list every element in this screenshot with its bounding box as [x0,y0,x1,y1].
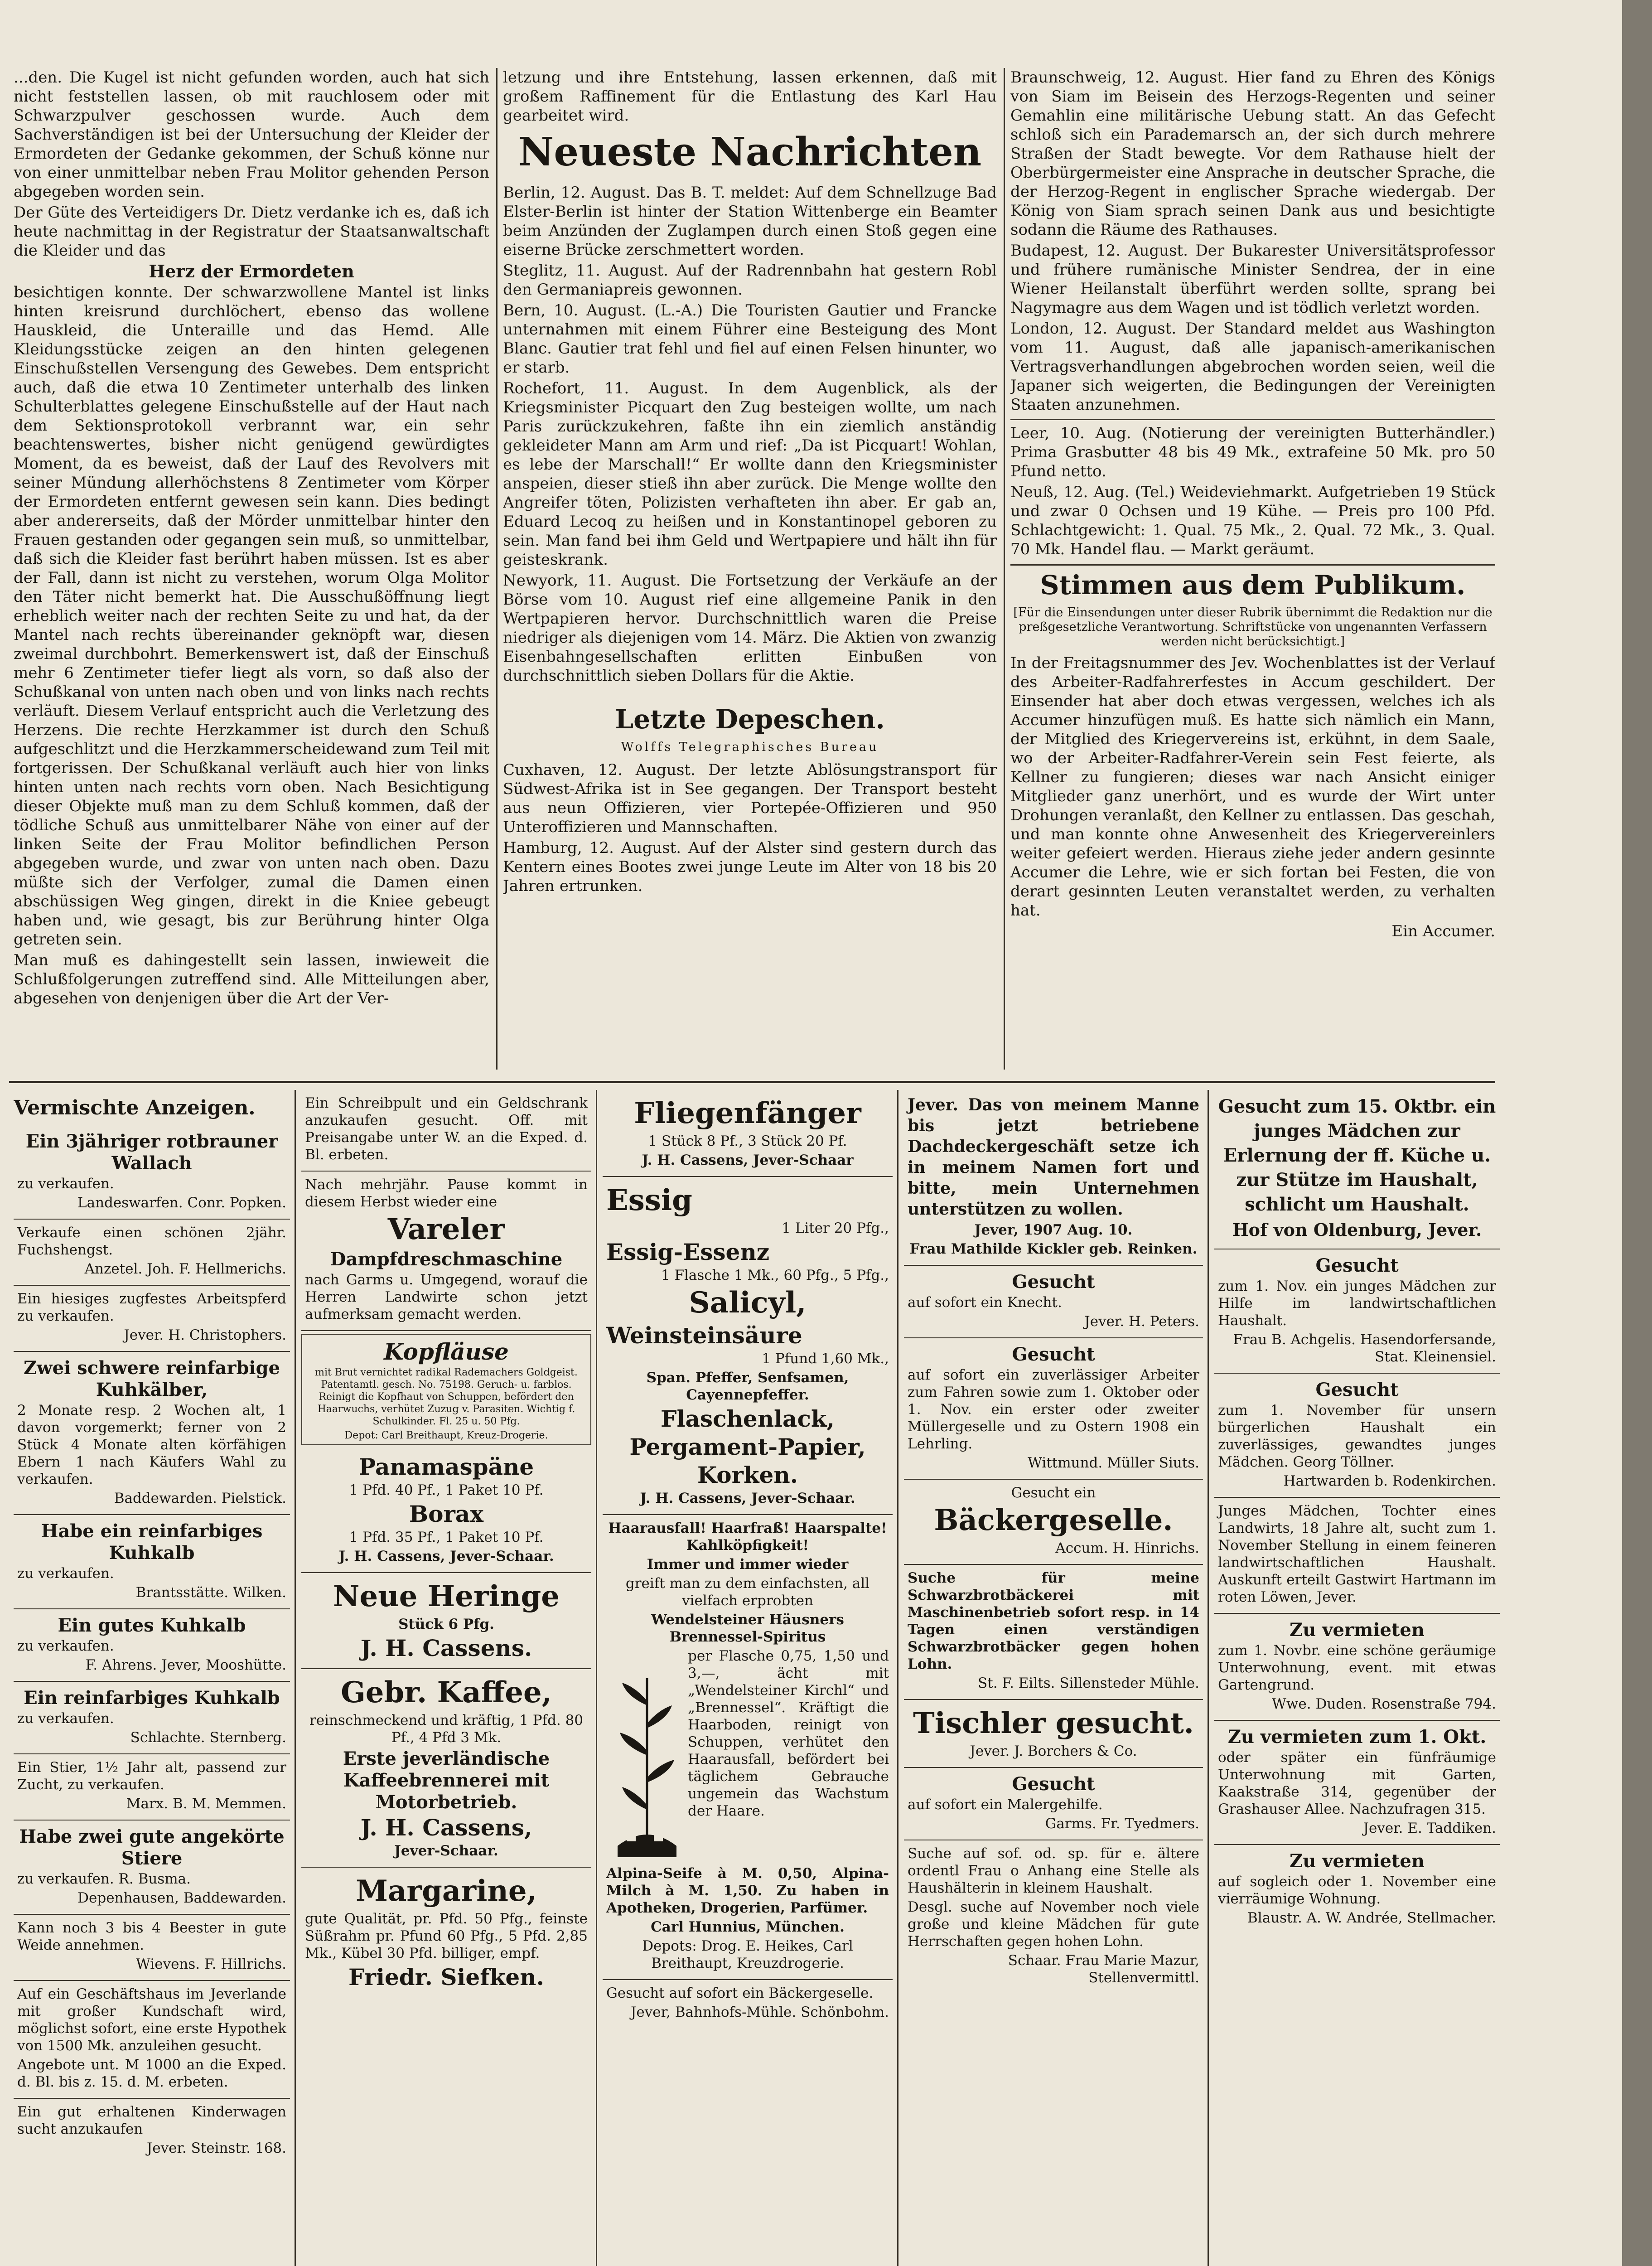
reader-letter: In der Freitagsnummer des Jev. Wochenblattes ist der Verlauf des Arbeiter-Radfahrerfestes in Accum geschildert. Der Einsender hat aber doch etwas vergessen, welches ich als Accumer hinzufügen muß. Es hatte sich nämlich ein Mann, der Mitglied des Kriegervereins ist, erkühnt, in dem Saale, wo der Arbeiter-Radfahrer-Verein sein Fest feierte, als Kellner zu fungieren; dieses war nach Ansicht einiger Mitglieder ganz unerhört, und es wurde der Wirt unter Drohungen veranlaßt, den Kellner zu entlassen. Das geschah, und man konnte ohne Anwesenheit des Kriegervereinlers weiter gefeiert werden. Hieraus ziehe jeder andern gesinnte Accumer die Lehre, wie er sich fortan bei Festen, die von derart gesinnten Leuten veranstaltet werden, zu verhalten hat. [1010,654,1495,920]
article-paragraph: besichtigen konnte. Der schwarzwollene Mantel ist links hinten kreisrund durchlöchert, ebenso das wollene Hauskleid, die Unteraille und das Hemd. Alle Kleidungsstücke zeigen an den hinten gelegenen Einschußstellen Versengung des Gewebes. Dem entspricht auch, daß die etwa 10 Zentimeter unterhalb des linken Schulterblattes gelegene Einschußstelle auf der Haut nach dem Sektionsprotokoll verbrannt war, ein sehr beachtenswertes, bisher nicht genügend gewürdigtes Moment, da es beweist, daß der Lauf des Revolvers mit seiner Mündung allerhöchstens 8 Zentimeter vom Körper der Ermordeten entfernt gewesen sein kann. Dies bedingt aber andererseits, daß der Mörder unmittelbar hinter den Frauen gestanden oder gegangen sein muß, so unmittelbar, daß sich die Kleider fast berührt haben müssen. Ist es aber der Fall, dann ist nicht zu verstehen, worum Olga Molitor den Täter nicht bemerkt hat. Die Ausschußöffnung liegt erheblich weiter nach der rechten Seite zu und hat, da der Mantel nach rechts übereinander geknöpft war, diesen zweimal durchbohrt. Bemerkenswert ist, daß der Einschuß mehr 6 Zentimeter tiefer liegt als vorn, so daß also der Schußkanal von unten nach oben und von links nach rechts verläuft. Diesem Verlauf entspricht auch die Verletzung des Herzens. Die rechte Herzkammer ist durch den Schuß aufgeschlitzt und die Herzkammerscheidewand zum Teil mit fortgerissen. Der Schußkanal verläuft auch hier von links hinten unten nach rechts vorn oben. Nach Besichtigung dieser Objekte muß man zu dem Schluß kommen, daß der tödliche Schuß aus unmittelbarer Nähe von einer auf der linken Seite der Frau Molitor befindlichen Person abgegeben wurde, und zwar von unten nach oben. Dazu müßte sich der Verfolger, zumal die Damen einen abschüssigen Weg gingen, direkt in die Kniee gebeugt haben und, wie gesagt, bis zur Berührung hinter Olga getreten sein. [14,283,489,949]
classified-ad: Ein hiesiges zugfestes Arbeitspferd zu verkaufen. Jever. H. Christophers. [14,1286,290,1352]
ads-column-2 [301,1090,591,2266]
classified-ad-haarausfall: Haarausfall! Haarfraß! Haarspalte! Kahlköpfigkeit! Immer und immer wieder greift man zu dem einfachsten, all vielfach erprobten Wendelsteiner Häusners Brennessel-Spiritus per Flasche 0,75, 1,50 und 3,—, ächt mit „Wendelsteiner Kirchl“ und „Brennessel“. Kräftigt die Haarboden, reinigt von Schuppen, verhütet den Haarausfall, befördert bei täglichem Gebrauche ungemein das Wachstum der Haare. Alpina-Seife à M. 0,50, Alpina-Milch à M. 1,50. Zu haben in Apotheken, Drogerien, Parfümer. Carl Hunnius, München. Depots: Drog. E. Heikes, Carl Breithaupt, Kreuzdrogerie. [603,1515,893,1980]
news-item: Braunschweig, 12. August. Hier fand zu Ehren des Königs von Siam im Beisein des Herzogs-Regenten und seiner Gemahlin eine militärische Uebung statt. An das Gefecht schloß sich ein Parademarsch an, der sich durch mehrere Straßen der Stadt bewegte. Vor dem Rathause hielt der Oberbürgermeister eine Ansprache in deutscher Sprache, die der Herzog-Regent in englischer Sprache wiedergab. Der König von Siam sprach seinen Dank aus und besichtigte sodann die Räume des Rathauses. [1010,68,1495,239]
classified-ad: Gesucht auf sofort ein Malergehilfe. Garms. Fr. Tyedmers. [904,1768,1203,1840]
news-item: Berlin, 12. August. Das B. T. meldet: Auf dem Schnellzuge Bad Elster-Berlin ist hinter der Station Wittenberge ein Beamter beim Anzünden der Zuglampen durch einen Stoß gegen eine eiserne Brücke zerschmettert worden. [503,184,997,259]
news-item: Hamburg, 12. August. Auf der Alster sind gestern durch das Kentern eines Bootes zwei junge Leute im Alter von 18 bis 20 Jahren ertrunken. [503,839,997,895]
classified-ad: Kann noch 3 bis 4 Beester in gute Weide annehmen. Wievens. F. Hillrichs. [14,1915,290,1981]
classified-ad-essig: Essig 1 Liter 20 Pfg., Essig-Essenz 1 Flasche 1 Mk., 60 Pfg., 5 Pfg., Salicyl, Weinsteinsäure 1 Pfund 1,60 Mk., Span. Pfeffer, Senfsamen, Cayennepfeffer. Flaschenlack, Pergament-Papier, Korken. J. H. Cassens, Jever-Schaar. [603,1177,893,1515]
column-rule [295,1090,296,2266]
section-divider [1010,564,1495,566]
column-rule [1208,1090,1209,2266]
page-edge [1622,0,1652,2266]
nettle-plant-illustration [606,1651,688,1861]
classified-ad: Ein 3jähriger rotbrauner Wallach zu verkaufen. Landeswarfen. Conr. Popken. [14,1125,290,1220]
news-item: Newyork, 11. August. Die Fortsetzung der Verkäufe an der Börse vom 10. August rief eine allgemeine Panik in den Wertpapieren hervor. Durchschnittlich waren die Preise niedriger als diejenigen vom 14. März. Die Aktien von zwanzig Eisenbahngesellschaften erlitten Einbußen von durchschnittlich sieben Dollars für die Aktie. [503,571,997,685]
classified-ad: Gesucht auf sofort ein zuverlässiger Arbeiter zum Fahren sowie zum 1. Oktober oder 1. Nov. ein erster oder zweiter Müllergeselle und zu Ostern 1908 ein Lehrling. Wittmund. Müller Siuts. [904,1338,1203,1480]
section-divider [1010,419,1495,420]
section-rule [9,1081,1495,1083]
article-paragraph: ...den. Die Kugel ist nicht gefunden worden, auch hat sich nicht feststellen lassen, ob mit rauchlosem oder mit Schwarzpulver geschossen wurde. Auch dem Sachverständigen ist bei der Untersuchung der Kleider der Ermordeten der Gedanke gekommen, der Schuß könne nur von einer unmittelbar neben Frau Molitor gehenden Person abgegeben worden sein. [14,68,489,201]
news-item: London, 12. August. Der Standard meldet aus Washington vom 11. August, daß alle japanisch-amerikanischen Vertragsverhandlungen abgebrochen worden seien, weil die Japaner sich weigerten, die Bedingungen der Vereinigten Staaten anzunehmen. [1010,320,1495,414]
article-column-1 [14,68,489,1065]
ads-column-4 [904,1090,1203,2266]
classified-ad-kaffee: Gebr. Kaffee, reinschmeckend und kräftig, 1 Pfd. 80 Pf., 4 Pfd 3 Mk. Erste jeverländische Kaffeebrennerei mit Motorbetrieb. J. H. Cassens, Jever-Schaar. [301,1669,591,1868]
classified-ad: Verkaufe einen schönen 2jähr. Fuchshengst. Anzetel. Joh. F. Hellmerichs. [14,1220,290,1286]
section-heading-neueste-nachrichten: Neueste Nachrichten [518,129,982,175]
classified-ad-heringe: Neue Heringe Stück 6 Pfg. J. H. Cassens. [301,1573,591,1669]
classified-ad: Ein Schreibpult und ein Geldschrank anzukaufen gesucht. Off. mit Preisangabe unter W. an die Exped. d. Bl. erbeten. [301,1090,591,1172]
classified-ad: Gesucht auf sofort ein Bäckergeselle. Jever, Bahnhofs-Mühle. Schönbohm. [606,1985,889,2020]
ads-column-5 [1214,1090,1500,2266]
classified-ad-tischler: Tischler gesucht. Jever. J. Borchers & Co. [904,1700,1203,1768]
column-rule [596,1090,597,2266]
news-column-3 [1010,68,1495,1070]
bureau-line: Wolffs Telegraphisches Bureau [621,740,879,754]
ads-heading: Vermischte Anzeigen. [14,1096,256,1119]
classified-ad: Ein gut erhaltenen Kinderwagen sucht anzukaufen Jever. Steinstr. 168. [17,2104,286,2156]
nettle-plant-icon [609,1651,686,1859]
section-heading-stimmen: Stimmen aus dem Publikum. [1040,570,1466,600]
section-heading-letzte-depeschen: Letzte Depeschen. [615,704,885,735]
classified-ad: Gesucht zum 1. November für unsern bürgerlichen Haushalt ein zuverlässiges, gewandtes junges Mädchen. Georg Töllner. Hartwarden b. Rodenkirchen. [1214,1374,1500,1498]
classified-ad: Ein reinfarbiges Kuhkalb zu verkaufen. Schlachte. Sternberg. [14,1682,290,1754]
classified-ad: Ein gutes Kuhkalb zu verkaufen. F. Ahrens. Jever, Mooshütte. [14,1609,290,1682]
market-report: Leer, 10. Aug. (Notierung der vereinigten Butterhändler.) Prima Grasbutter 48 bis 49 Mk., extrafeine 50 Mk. pro 50 Pfund netto. [1010,424,1495,480]
article-subheading: Herz der Ermordeten [149,261,354,281]
column-rule [897,1090,898,2266]
classified-ad: Ein Stier, 1½ Jahr alt, passend zur Zucht, zu verkaufen. Marx. B. M. Memmen. [14,1754,290,1821]
classified-ad: Jever. Das von meinem Manne bis jetzt betriebene Dachdeckergeschäft setze ich in meinem Namen fort und bitte, mein Unternehmen unterstützen zu wollen. Jever, 1907 Aug. 10. Frau Mathilde Kickler geb. Reinken. [904,1090,1203,1266]
classified-ad: Suche auf sof. od. sp. für e. ältere ordentl Frau o Anhang eine Stelle als Haushälterin in kleinem Haushalt. Desgl. suche auf November noch viele große und kleine Mädchen für gute Herrschaften gegen hohen Lohn. Schaar. Frau Marie Mazur, Stellenvermittl. [908,1845,1199,1986]
classified-ad: Zu vermieten auf sogleich oder 1. November eine vierräumige Wohnung. Blaustr. A. W. Andrée, Stellmacher. [1218,1850,1496,1926]
classified-ad: Zu vermieten zum 1. Novbr. eine schöne geräumige Unterwohnung, event. mit etwas Gartengrund. Wwe. Duden. Rosenstraße 794. [1214,1614,1500,1721]
classified-ad-vareler: Nach mehrjähr. Pause kommt in diesem Herbst wieder eine Vareler Dampfdreschmaschine nach Garms u. Umgegend, worauf die Herren Landwirte schon jetzt aufmerksam gemacht werden. [301,1172,591,1331]
market-report: Neuß, 12. Aug. (Tel.) Weideviehmarkt. Aufgetrieben 19 Stück und zwar 0 Ochsen und 19 Kühe. — Preis pro 100 Pfd. Schlachtgewicht: 1. Qual. 75 Mk., 2. Qual. 72 Mk., 3. Qual. 70 Mk. Handel flau. — Markt geräumt. [1010,483,1495,558]
classified-ad-margarine: Margarine, gute Qualität, pr. Pfd. 50 Pfg., feinste Süßrahm pr. Pfund 60 Pfg., 5 Pfd. 2,85 Mk., Kübel 30 Pfd. billiger, empf. Friedr. Siefken. [305,1874,588,1990]
ads-column-1 [14,1090,290,2266]
column-rule [1004,68,1005,1070]
classified-ad: Zu vermieten zum 1. Okt. oder später ein fünfräumige Unterwohnung mit Garten, Kaakstraße 314, gegenüber der Grashauser Allee. Nachzufragen 315. Jever. E. Taddiken. [1214,1721,1500,1845]
news-item: Cuxhaven, 12. August. Der letzte Ablösungstransport für Südwest-Afrika ist in See gegangen. Der Transport besteht aus neun Offizieren, vier Portepée-Offizieren und 950 Unteroffizieren und Mannschaften. [503,761,997,836]
classified-ad-panama: Panamaspäne 1 Pfd. 40 Pf., 1 Paket 10 Pf. Borax 1 Pfd. 35 Pf., 1 Paket 10 Pf. J. H. Cassens, Jever-Schaar. [301,1448,591,1573]
classified-ad: Suche für meine Schwarzbrotbäckerei mit Maschinenbetrieb sofort resp. in 14 Tagen einen verständigen Schwarzbrotbäcker gegen hohen Lohn. St. F. Eilts. Sillensteder Mühle. [904,1565,1203,1700]
news-item: Budapest, 12. August. Der Bukarester Universitätsprofessor und frühere rumänische Minister Sendrea, der in eine Wiener Heilanstalt überführt werden sollte, sprang bei Nagymagre aus dem Wagen und ist tödlich verletzt worden. [1010,242,1495,317]
classified-ad-kopflaeuse: Kopfläuse mit Brut vernichtet radikal Rademachers Goldgeist. Patentamtl. gesch. No. 75198. Geruch- u. farblos. Reinigt die Kopfhaut von Schuppen, befördert den Haarwuchs, verhütet Zuzug v. Parasiten. Wichtig f. Schulkinder. Fl. 25 u. 50 Pfg. Depot: Carl Breithaupt, Kreuz-Drogerie. [301,1334,591,1445]
classified-ad: Habe zwei gute angekörte Stiere zu verkaufen. R. Busma. Depenhausen, Baddewarden. [14,1821,290,1915]
news-column [503,68,997,1070]
editorial-disclaimer: [Für die Einsendungen unter dieser Rubrik übernimmt die Redaktion nur die preßgesetzliche Verantwortung. Schriftstücke von ungenannten Verfassern werden nicht berücksichtigt.] [1013,605,1493,649]
column-rule [496,68,498,1070]
news-item: Bern, 10. August. (L.-A.) Die Touristen Gautier und Francke unternahmen mit einem Führer eine Besteigung des Mont Blanc. Gautier trat fehl und fiel auf einen Felsen hinunter, wo er starb. [503,301,997,377]
ads-column-3 [603,1090,893,2266]
news-item: Steglitz, 11. August. Auf der Radrennbahn hat gestern Robl den Germaniapreis gewonnen. [503,261,997,299]
classified-ad-fliegenfaenger: Fliegenfänger 1 Stück 8 Pf., 3 Stück 20 Pf. J. H. Cassens, Jever-Schaar [603,1090,893,1177]
article-paragraph: Der Güte des Verteidigers Dr. Dietz verdanke ich es, daß ich heute nachmittag in der Registratur der Staatsanwaltschaft die Kleider und das [14,203,489,260]
classified-ad: Gesucht zum 15. Oktbr. ein junges Mädchen zur Erlernung der ff. Küche u. zur Stütze im Haushalt, schlicht um Haushalt. Hof von Oldenburg, Jever. [1214,1090,1500,1249]
classified-ad: Auf ein Geschäftshaus im Jeverlande mit großer Kundschaft wird, möglichst sofort, eine erste Hypothek von 1500 Mk. anzuleihen gesucht. Angebote unt. M 1000 an die Exped. d. Bl. bis z. 15. d. M. erbeten. [14,1981,290,2099]
article-paragraph: Man muß es dahingestellt sein lassen, inwieweit die Schlußfolgerungen zutreffend sind. Alle Mitteilungen aber, abgesehen von denjenigen über die Art der Ver- [14,951,489,1007]
classified-ad-baeckergeselle: Gesucht ein Bäckergeselle. Accum. H. Hinrichs. [904,1480,1203,1565]
article-paragraph: letzung und ihre Entstehung, lassen erkennen, daß mit großem Raffinement für die Entlastung des Karl Hau gearbeitet wird. [503,68,997,125]
news-item: Rochefort, 11. August. In dem Augenblick, als der Kriegsminister Picquart den Zug besteigen wollte, um nach Paris zurückzukehren, faßte ihn ein ziemlich anständig gekleideter Mann am Arm und rief: „Da ist Picquart! Wohlan, es lebe der Marschall!“ Er wollte dann den Kriegsminister anspeien, dieser stieß ihn aber zurück. Die Menge wollte den Angreifer töten, Polizisten verhafteten ihn aber. Er gab an, Eduard Lecoq zu heißen und in Konstantinopel geboren zu sein. Man fand bei ihm Geld und Wertpapiere und hält ihn für geisteskrank. [503,379,997,569]
letter-signature: Ein Accumer. [1391,922,1495,940]
classified-ad: Zwei schwere reinfarbige Kuhkälber, 2 Monate resp. 2 Wochen alt, 1 davon vorgemerkt; ferner von 2 Stück 4 Monate alten körfähigen Ebern 1 nach Käufers Wahl zu verkaufen. Baddewarden. Pielstick. [14,1352,290,1515]
classified-ad: Gesucht auf sofort ein Knecht. Jever. H. Peters. [904,1266,1203,1338]
classified-ad: Gesucht zum 1. Nov. ein junges Mädchen zur Hilfe im landwirtschaftlichen Haushalt. Frau B. Achgelis. Hasendorfersande, Stat. Kleinensiel. [1214,1249,1500,1374]
classified-ad: Junges Mädchen, Tochter eines Landwirts, 18 Jahre alt, sucht zum 1. November Stellung in einem feineren landwirtschaftlichen Haushalt. Auskunft erteilt Gastwirt Hartmann im roten Löwen, Jever. [1214,1498,1500,1614]
classified-ad: Habe ein reinfarbiges Kuhkalb zu verkaufen. Brantsstätte. Wilken. [14,1515,290,1609]
